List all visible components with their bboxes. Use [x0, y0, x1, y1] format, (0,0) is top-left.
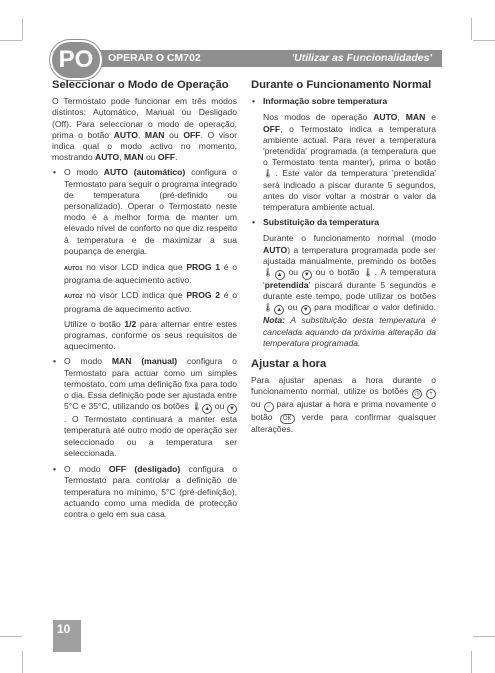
- thermometer-icon: 🌡: [263, 303, 275, 313]
- crop-mark: [0, 40, 22, 41]
- override-paragraph: Durante o funcionamento normal (modo AUTO) a temperatura programada pode ser ajustada manualmente, premindo os botões 🌡 ▲ ou ▼ ou o botão 🌡. A temperatura 'pretendida' piscará durante 5 segundos e durante este tempo, pode utilizar os botões 🌡 ▲ ou ▼ para modificar o valor definido. Nota: A substituição desta temperatura é cancelada aquando da próxima alteração da temperatura programada.: [263, 233, 436, 348]
- header-chapter-title: 'Utilizar as Funcionalidades': [291, 52, 432, 64]
- down-arrow-icon: ▼: [302, 270, 312, 280]
- intro-paragraph: O Termostato pode funcionar em três modos distintos: Automático, Manual ou Desligado (Off). Para seleccionar o modo de operação, prima o botão AUTO, MAN ou OFF. O visor indica qual o modo activo no momento, mostrando AUTO, MAN ou OFF.: [52, 96, 237, 163]
- ok-button-icon: OK: [280, 414, 295, 424]
- clock-icon: ◷: [412, 389, 422, 399]
- left-column: [52, 80, 237, 525]
- crop-mark: [473, 636, 495, 637]
- minus-icon: −: [264, 402, 274, 412]
- header-section-title: OPERAR O CM702: [108, 52, 201, 64]
- thermometer-icon: 🌡: [263, 268, 275, 278]
- man-mode-item: • O modo MAN (manual) configura o Termostato para actuar como um simples termostato, com uma definição fixa para todo o dia. Essa definição pode ser ajustada entre 5°C e 35°C, utilizando os botões 🌡 ▲ ou ▼. O Termostato continuará a manter esta temperatura até outro modo de operação ser seleccionado ou a temperatura ser seleccionada.: [52, 356, 237, 459]
- auto-mode-item: • O modo AUTO (automático) configura o Termostato para seguir o programa integrado de temperatura (pré-definido ou personalizado). Operar o Termostato neste modo é a melhor forma de manter um elevado nível de conforto no que diz respeito à temperatura e de maximizar a sua poupança de energia.: [52, 167, 237, 257]
- language-badge: PO: [50, 40, 102, 80]
- section-heading: Seleccionar o Modo de Operação: [52, 79, 229, 91]
- down-arrow-icon: ▼: [301, 305, 311, 315]
- crop-mark: [22, 651, 23, 673]
- section-heading: Ajustar a hora: [251, 358, 327, 371]
- info-paragraph: Nos modos de operação AUTO, MAN e OFF, o Termostato indica a temperatura ambiente actual. Para rever a temperatura 'pretendida' programada (a temperatura que o Termostato tenta manter), prima o botão 🌡. Este valor da temperatura 'pretendida' será indicado a piscar durante 5 segundos, antes do visor voltar a mostrar o valor da temperatura ambiente actual.: [263, 112, 437, 213]
- up-arrow-icon: ▲: [274, 305, 284, 315]
- header-bar: [52, 50, 442, 67]
- crop-mark: [471, 651, 472, 673]
- crop-mark: [471, 18, 472, 40]
- down-arrow-icon: ▼: [227, 404, 237, 414]
- crop-mark: [473, 40, 495, 41]
- prog2-note: AUTO2 no visor LCD indica que PROG 2 é o programa de aquecimento activo.: [64, 290, 237, 314]
- up-arrow-icon: ▲: [202, 404, 212, 414]
- program-toggle-note: Utilize o botão 1/2 para alternar entre estes programas, conforme os seus requisitos de aquecimento.: [64, 318, 237, 352]
- auto1-icon: AUTO1: [64, 266, 83, 273]
- clock-paragraph: Para ajustar apenas a hora durante o funcionamento normal, utilize os botões ◷ + ou − para ajustar a hora e prima novamente o botão OK verde para confirmar quaisquer alterações.: [251, 375, 436, 435]
- crop-mark: [22, 18, 23, 40]
- prog1-note: AUTO1 no visor LCD indica que PROG 1 é o programa de aquecimento activo.: [64, 262, 237, 286]
- thermometer-icon: 🌡: [363, 268, 375, 278]
- auto2-icon: AUTO2: [64, 294, 83, 301]
- section-heading: Durante o Funcionamento Normal: [251, 79, 432, 91]
- crop-mark: [0, 636, 22, 637]
- thermometer-icon: 🌡: [191, 402, 203, 412]
- plus-icon: +: [426, 389, 436, 399]
- page-number: 10: [53, 620, 81, 652]
- up-arrow-icon: ▲: [275, 270, 285, 280]
- right-column: [251, 80, 436, 440]
- info-item-title: • Informação sobre temperatura: [251, 96, 436, 107]
- thermometer-icon: 🌡: [263, 169, 276, 179]
- override-item-title: • Substituição da temperatura: [251, 217, 436, 228]
- off-mode-item: • O modo OFF (desligado) configura o Termostato para controlar a definição de temperatura no mínimo, 5°C (pré-definição), actuando como uma medida de protecção contra o gelo em sua casa.: [52, 464, 237, 520]
